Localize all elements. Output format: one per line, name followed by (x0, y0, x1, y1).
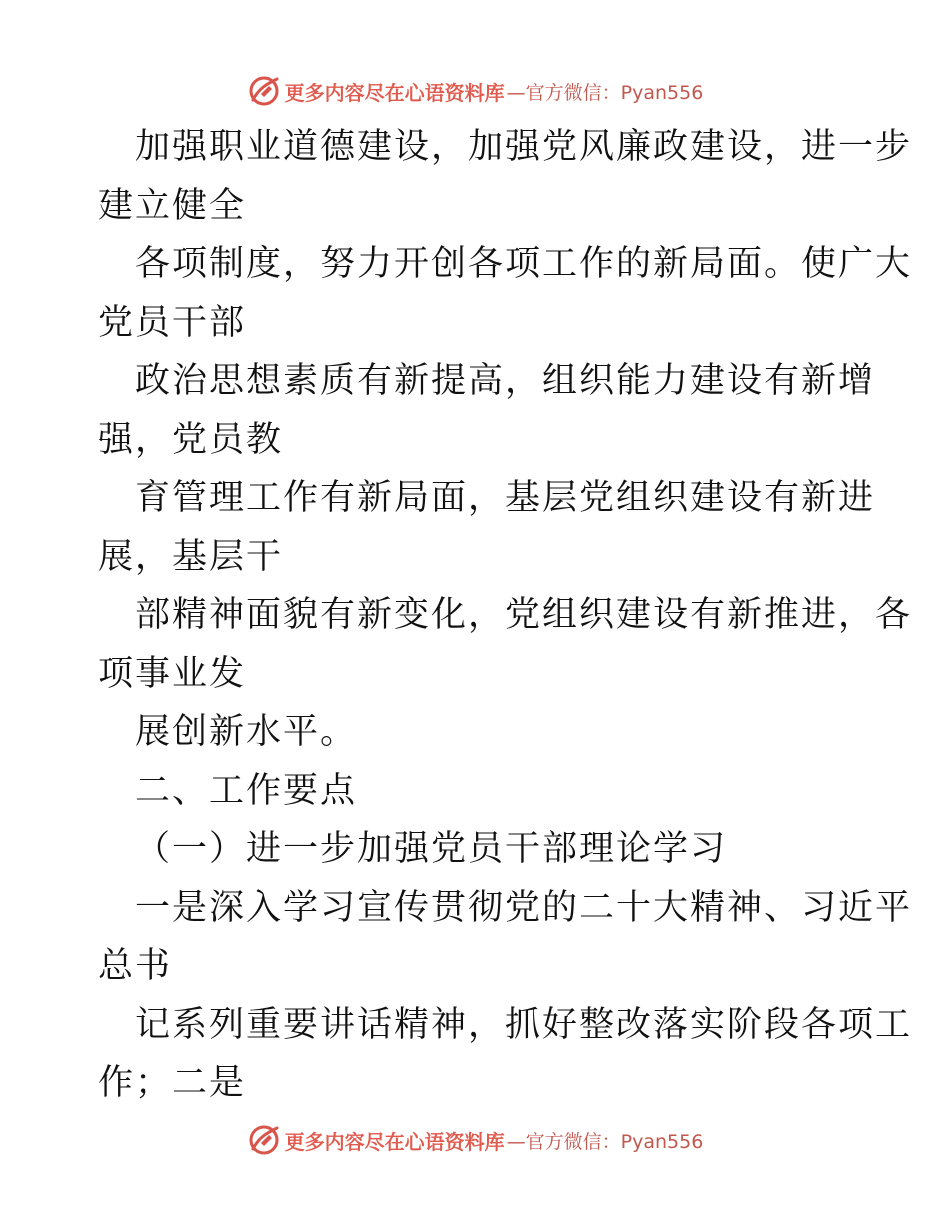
text-line: 政治思想素质有新提高，组织能力建设有新增 (135, 361, 876, 401)
footer-watermark-banner (0, 1120, 950, 1160)
text-line: 作；二是 (98, 1063, 247, 1103)
text-line: 建立健全 (98, 185, 247, 226)
banner-brand-text: 更多内容尽在心语资料库 (284, 80, 505, 105)
banner-brand-text: 更多内容尽在心语资料库 (284, 1129, 505, 1154)
text-line: 党员干部 (98, 302, 247, 343)
text-line: 项事业发 (98, 653, 247, 694)
text-line: 一是深入学习宣传贯彻党的二十大精神、习近平 (135, 887, 913, 928)
document-body (98, 118, 913, 1113)
text-line: 育管理工作有新局面，基层党组织建设有新进 (135, 478, 876, 518)
banner-contact-text: —官方微信：Pyan556 (506, 81, 704, 104)
text-line: 部精神面貌有新变化，党组织建设有新推进，各 (135, 595, 913, 635)
pen-nib-swirl-icon (247, 74, 281, 108)
section-heading: 二、工作要点 (135, 770, 358, 811)
text-line: 各项制度，努力开创各项工作的新局面。使广大 (135, 244, 913, 284)
text-line: 记系列重要讲话精神，抓好整改落实阶段各项工 (135, 1004, 913, 1045)
banner-contact-text: —官方微信：Pyan556 (506, 1130, 704, 1153)
header-watermark-banner (0, 71, 950, 111)
text-line: 展创新水平。 (135, 712, 358, 752)
subsection-heading: （一）进一步加强党员干部理论学习 (135, 829, 728, 869)
pen-nib-swirl-icon (247, 1123, 281, 1157)
text-line: 强，党员教 (98, 419, 284, 460)
text-line: 展，基层干 (98, 536, 284, 577)
text-line: 总书 (98, 946, 173, 986)
text-line: 加强职业道德建设，加强党风廉政建设，进一步 (135, 127, 913, 167)
